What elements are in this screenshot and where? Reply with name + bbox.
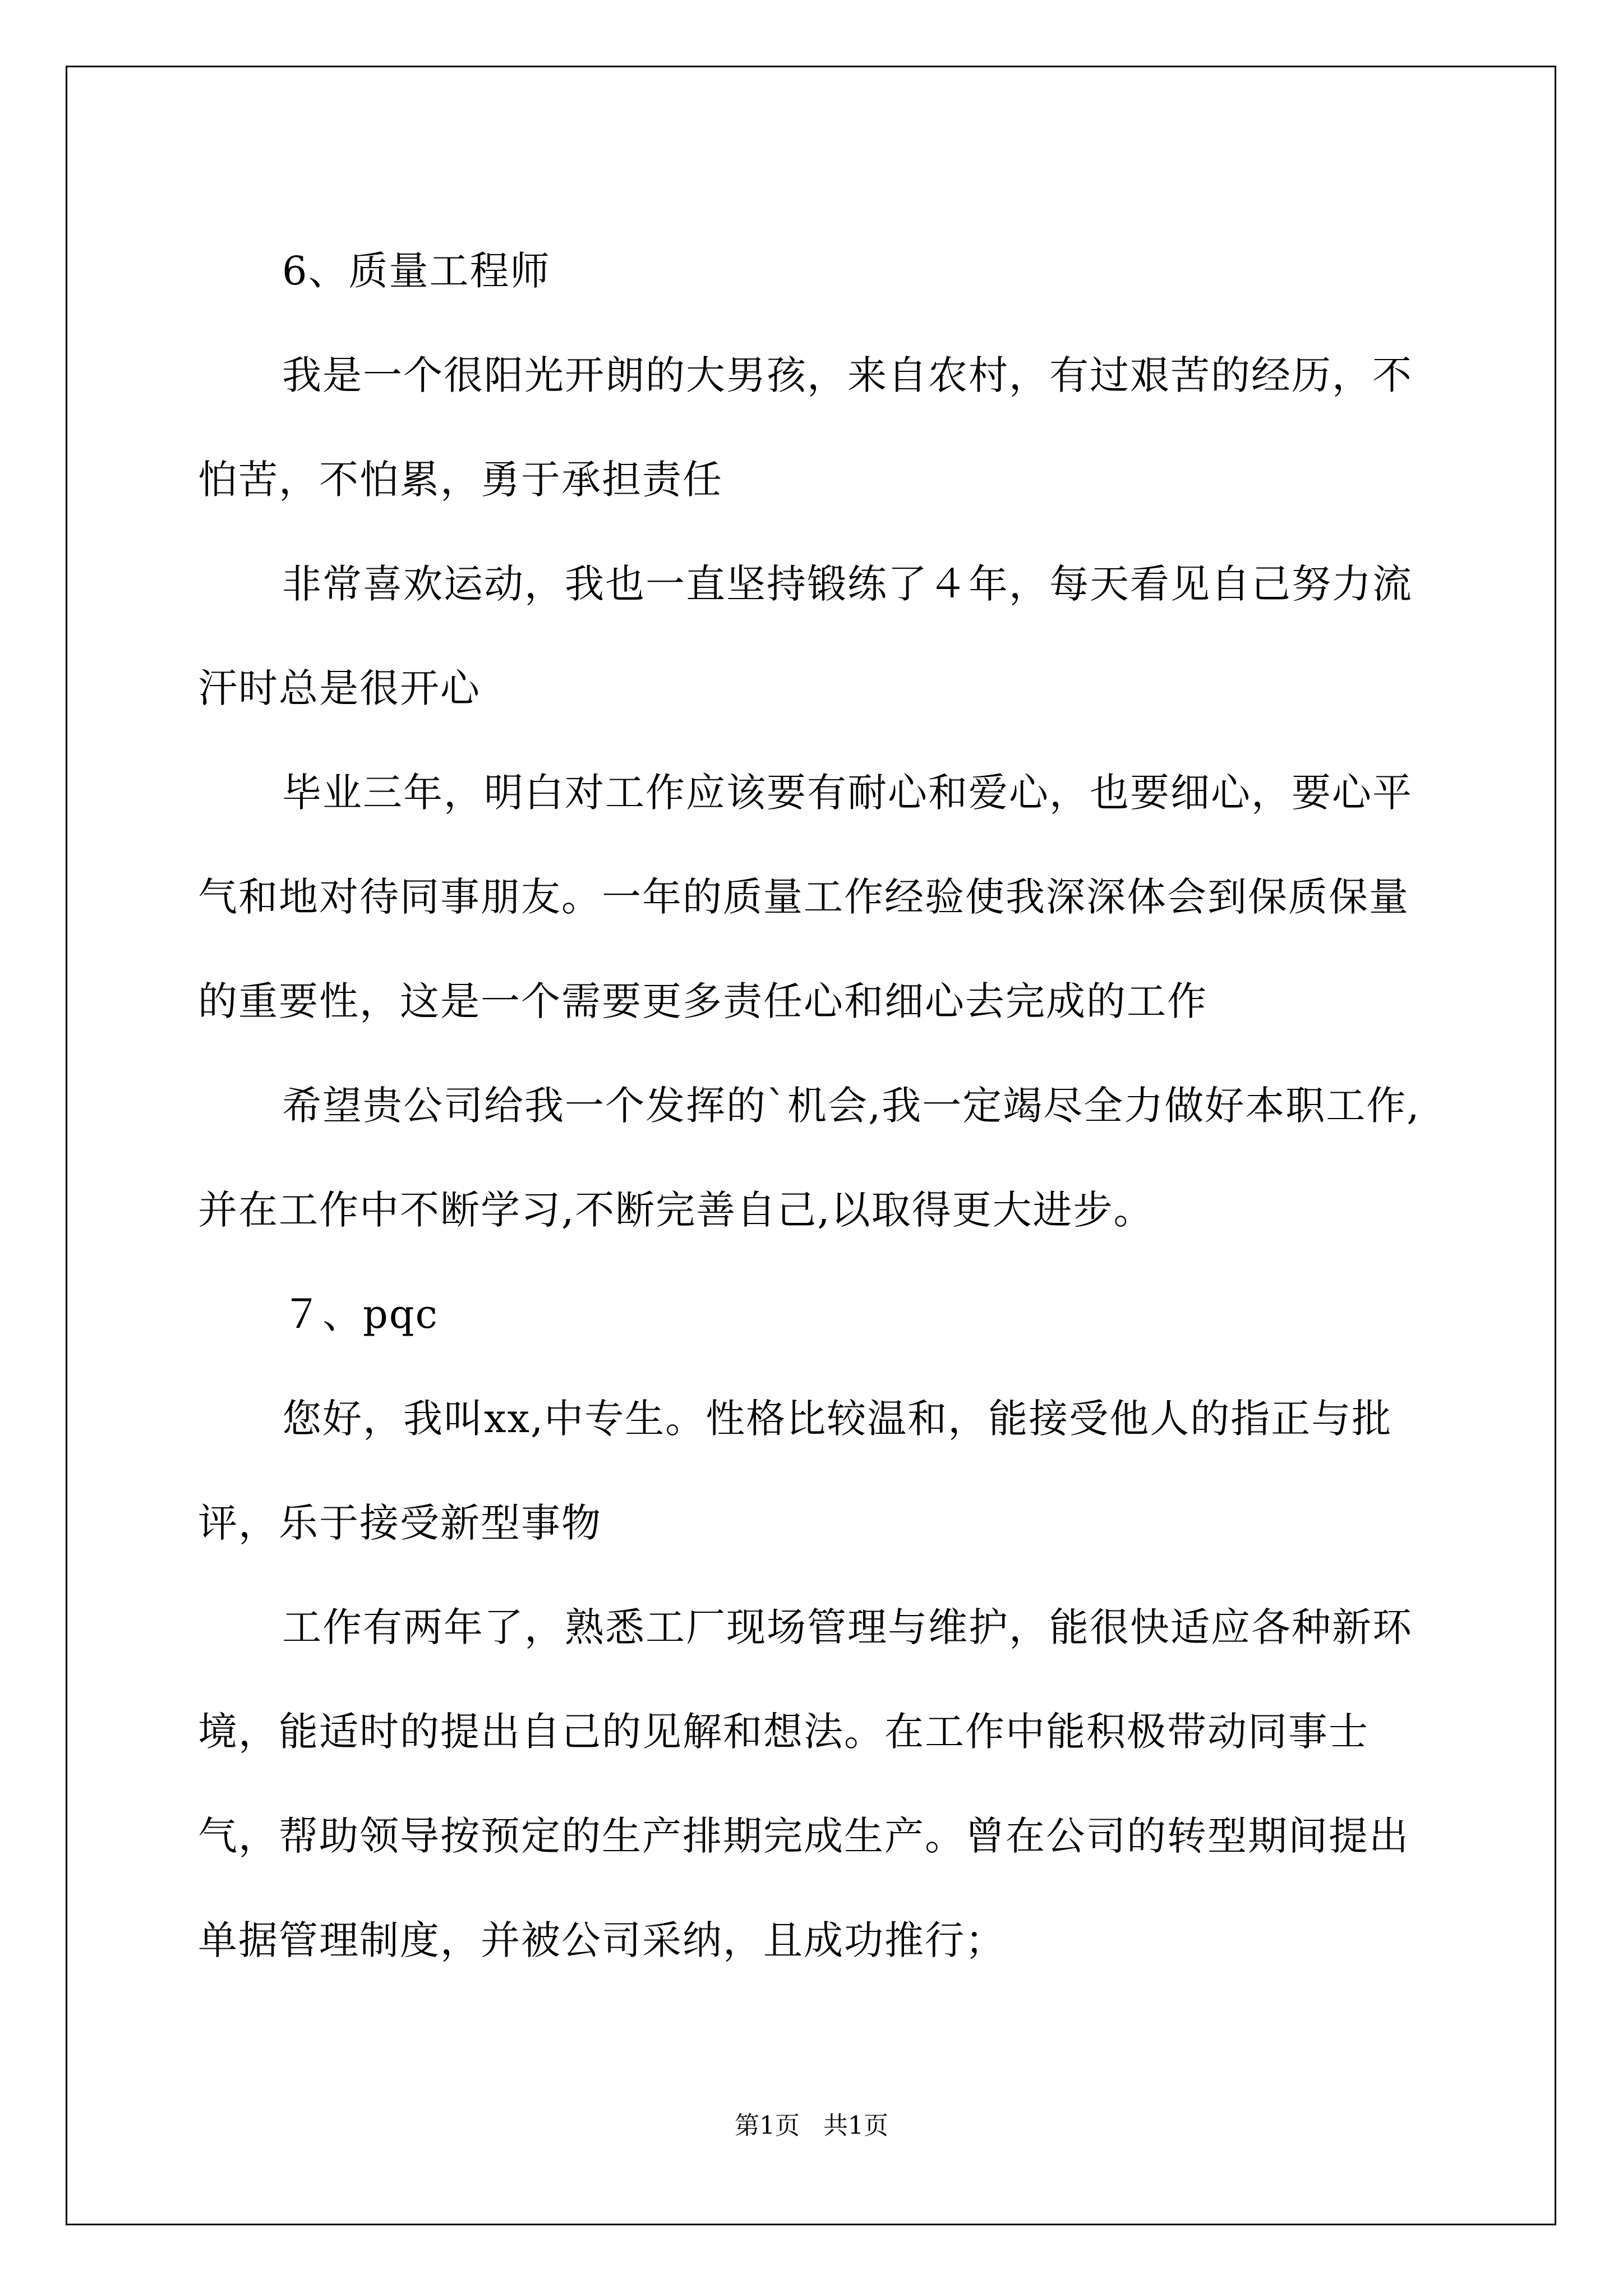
page-total: 共1页 — [823, 2111, 888, 2140]
paragraph: 希望贵公司给我一个发挥的`机会,我一定竭尽全力做好本职工作,并在工作中不断学习,不断完善自己,以取得更大进步。 — [198, 1083, 1421, 1233]
section-heading-quality-engineer: 6、质量工程师 — [282, 248, 551, 294]
paragraph: 工作有两年了，熟悉工厂现场管理与维护，能很快适应各种新环境，能适时的提出自己的见解和想法。在工作中能积极带动同事士气，帮助领导按预定的生产排期完成生产。曾在公司的转型期间提出单据管理制度，并被公司采纳，且成功推行； — [198, 1604, 1413, 1963]
paragraph: 非常喜欢运动，我也一直坚持锻练了４年，每天看见自己努力流汗时总是很开心 — [198, 561, 1413, 711]
page-number: 第1页 — [735, 2111, 800, 2140]
document-body — [198, 219, 1432, 1993]
paragraph: 我是一个很阳光开朗的大男孩，来自农村，有过艰苦的经历，不怕苦，不怕累，勇于承担责任 — [198, 352, 1413, 503]
paragraph: 您好，我叫xx,中专生。性格比较温和，能接受他人的指正与批评，乐于接受新型事物 — [198, 1396, 1393, 1546]
page-footer — [0, 2109, 1623, 2143]
paragraph: 毕业三年，明白对工作应该要有耐心和爱心，也要细心，要心平气和地对待同事朋友。一年的质量工作经验使我深深体会到保质保量的重要性，这是一个需要更多责任心和细心去完成的工作 — [198, 770, 1413, 1024]
section-heading-pqc: ７、pqc — [282, 1291, 439, 1337]
